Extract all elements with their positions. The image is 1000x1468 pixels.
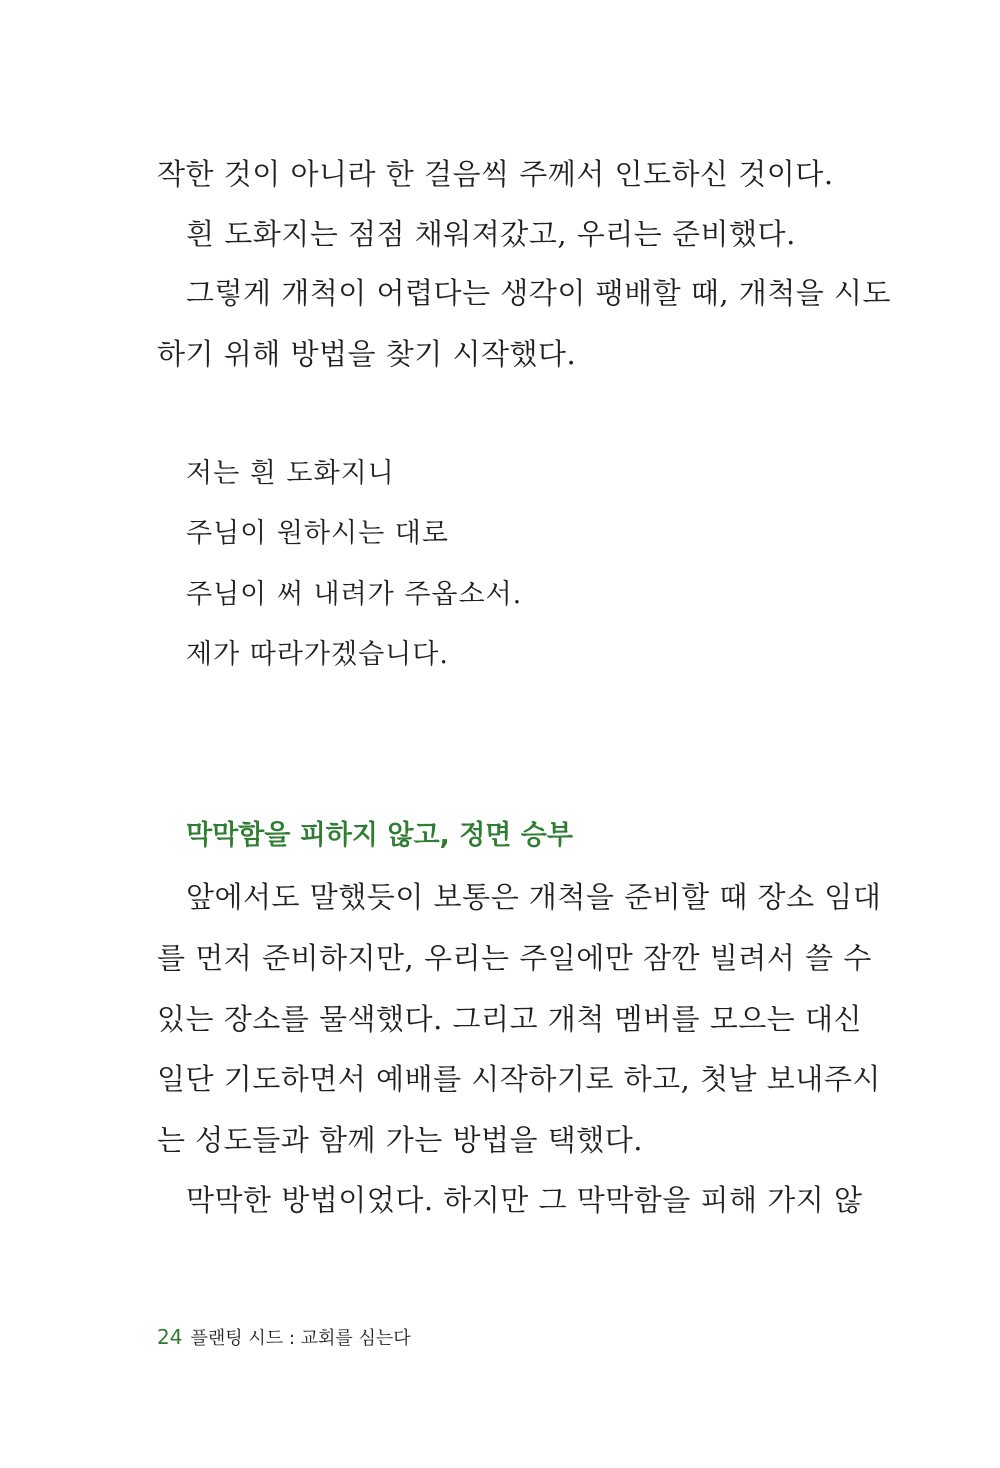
page-number: 24 [157,1325,183,1349]
body-line: 하기 위해 방법을 찾기 시작했다. [157,337,577,371]
poem-line: 주님이 써 내려가 주옵소서. [186,579,523,610]
body-line: 그렇게 개척이 어렵다는 생각이 팽배할 때, 개척을 시도 [186,276,892,310]
body-line: 작한 것이 아니라 한 걸음씩 주께서 인도하신 것이다. [157,157,834,191]
poem-line: 제가 따라가겠습니다. [186,639,449,670]
body-line: 일단 기도하면서 예배를 시작하기로 하고, 첫날 보내주시 [157,1062,881,1096]
body-line: 흰 도화지는 점점 채워져갔고, 우리는 준비했다. [186,217,796,251]
poem-line: 저는 흰 도화지니 [186,458,395,489]
body-line: 있는 장소를 물색했다. 그리고 개척 멤버를 모으는 대신 [157,1002,863,1036]
body-line: 앞에서도 말했듯이 보통은 개척을 준비할 때 장소 임대 [186,880,882,914]
body-line: 막막한 방법이었다. 하지만 그 막막함을 피해 가지 않 [186,1183,863,1217]
page-footer [157,1324,411,1352]
body-line: 를 먼저 준비하지만, 우리는 주일에만 잠깐 빌려서 쓸 수 [157,941,872,975]
body-line: 는 성도들과 함께 가는 방법을 택했다. [157,1123,644,1157]
poem-line: 주님이 원하시는 대로 [186,518,449,549]
book-title: 플랜팅 시드 : 교회를 심는다 [190,1328,411,1349]
section-heading: 막막함을 피하지 않고, 정면 승부 [186,820,573,851]
